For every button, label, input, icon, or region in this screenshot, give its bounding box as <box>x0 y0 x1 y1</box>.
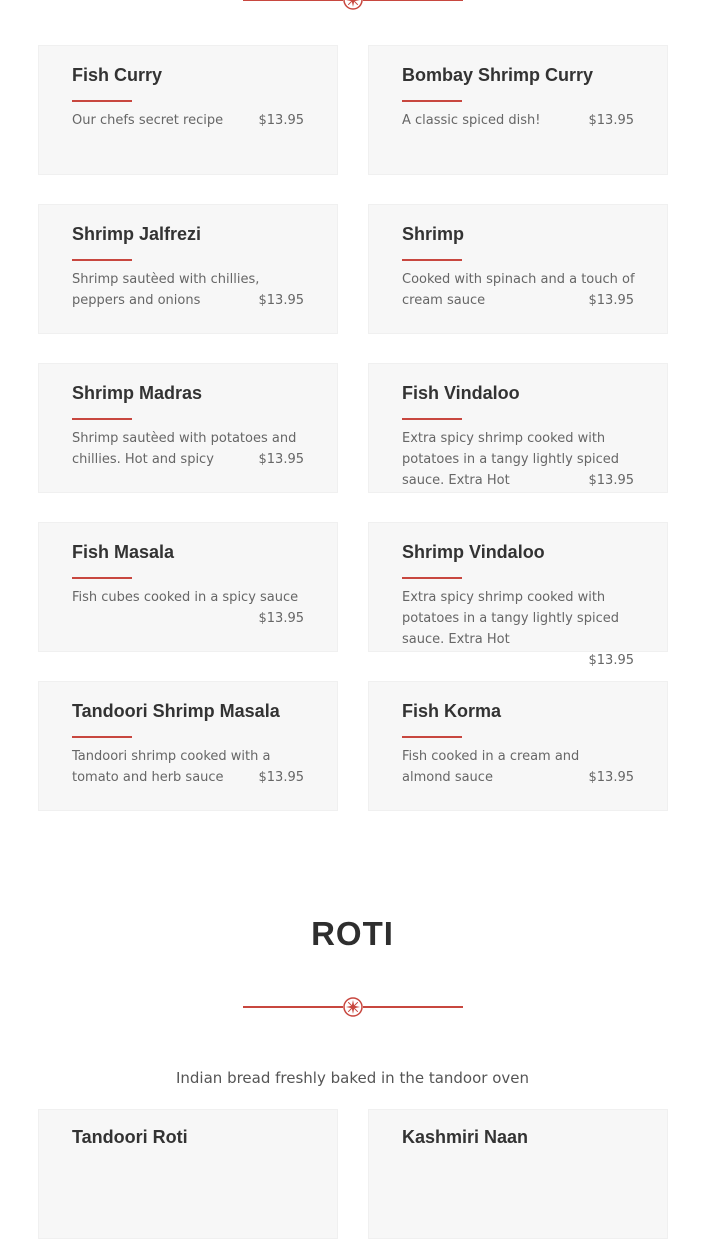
menu-item-card <box>368 204 668 334</box>
dish-description: Our chefs secret recipe <box>72 113 224 128</box>
dish-title: Fish Vindaloo <box>402 383 520 403</box>
menu-item-card <box>368 522 668 668</box>
dish-title: Shrimp Madras <box>72 383 203 403</box>
menu-item-card <box>38 45 338 175</box>
dish-title: Shrimp Vindaloo <box>402 542 545 562</box>
dish-title: Kashmiri Naan <box>402 1127 529 1147</box>
title-underline <box>72 418 132 420</box>
dish-title: Bombay Shrimp Curry <box>402 65 594 85</box>
dish-title: Shrimp <box>402 224 465 244</box>
dish-description: Tandoori shrimp cooked with a tomato and herb sauce <box>72 749 271 785</box>
menu-item-card <box>38 363 338 493</box>
section-subtitle: Indian bread freshly baked in the tandoor oven <box>175 1069 530 1087</box>
dish-title: Shrimp Jalfrezi <box>72 224 202 244</box>
dish-title: Tandoori Roti <box>72 1127 188 1147</box>
title-underline <box>402 736 462 738</box>
title-underline <box>402 100 462 102</box>
dish-price: $13.95 <box>258 611 304 626</box>
dish-price: $13.95 <box>588 770 634 785</box>
title-underline <box>402 259 462 261</box>
dish-description: Shrimp sautèed with chillies, peppers and onions <box>72 272 260 308</box>
menu-item-card <box>38 522 338 652</box>
dish-title: Tandoori Shrimp Masala <box>72 701 280 721</box>
title-underline <box>72 259 132 261</box>
menu-item-card <box>368 681 668 811</box>
menu-item-card <box>38 204 338 334</box>
title-underline <box>402 418 462 420</box>
menu-item-card <box>368 363 668 493</box>
dish-title: Fish Korma <box>402 701 502 721</box>
star-emblem-icon <box>342 0 364 11</box>
title-underline <box>402 577 462 579</box>
dish-description: Extra spicy shrimp cooked with potatoes in a tangy lightly spiced sauce. Extra Hot <box>402 590 619 647</box>
dish-price: $13.95 <box>588 473 634 488</box>
menu-item-card <box>368 1109 668 1239</box>
menu-item-card <box>38 681 338 811</box>
star-emblem-icon <box>342 996 364 1018</box>
dish-description: Cooked with spinach and a touch of cream sauce <box>402 272 635 308</box>
dish-description: Fish cubes cooked in a spicy sauce <box>72 590 299 605</box>
section-divider-top <box>243 0 463 12</box>
title-underline <box>72 736 132 738</box>
section-title: ROTI <box>311 915 394 952</box>
dish-price: $13.95 <box>588 293 634 308</box>
dish-price: $13.95 <box>588 653 634 668</box>
dish-price: $13.95 <box>258 770 304 785</box>
dish-price: $13.95 <box>588 113 634 128</box>
title-underline <box>72 100 132 102</box>
title-underline <box>72 577 132 579</box>
dish-price: $13.95 <box>258 452 304 467</box>
dish-description: Extra spicy shrimp cooked with potatoes in a tangy lightly spiced sauce. Extra Hot <box>402 431 619 488</box>
dish-title: Fish Curry <box>72 65 163 85</box>
dish-description: A classic spiced dish! <box>402 113 541 128</box>
menu-item-card <box>368 45 668 175</box>
dish-price: $13.95 <box>258 113 304 128</box>
dish-description: Fish cooked in a cream and almond sauce <box>402 749 580 785</box>
dish-price: $13.95 <box>258 293 304 308</box>
section-divider <box>243 995 463 1019</box>
dish-description: Shrimp sautèed with potatoes and chillies. Hot and spicy <box>72 431 297 467</box>
menu-item-card <box>38 1109 338 1239</box>
dish-title: Fish Masala <box>72 542 175 562</box>
